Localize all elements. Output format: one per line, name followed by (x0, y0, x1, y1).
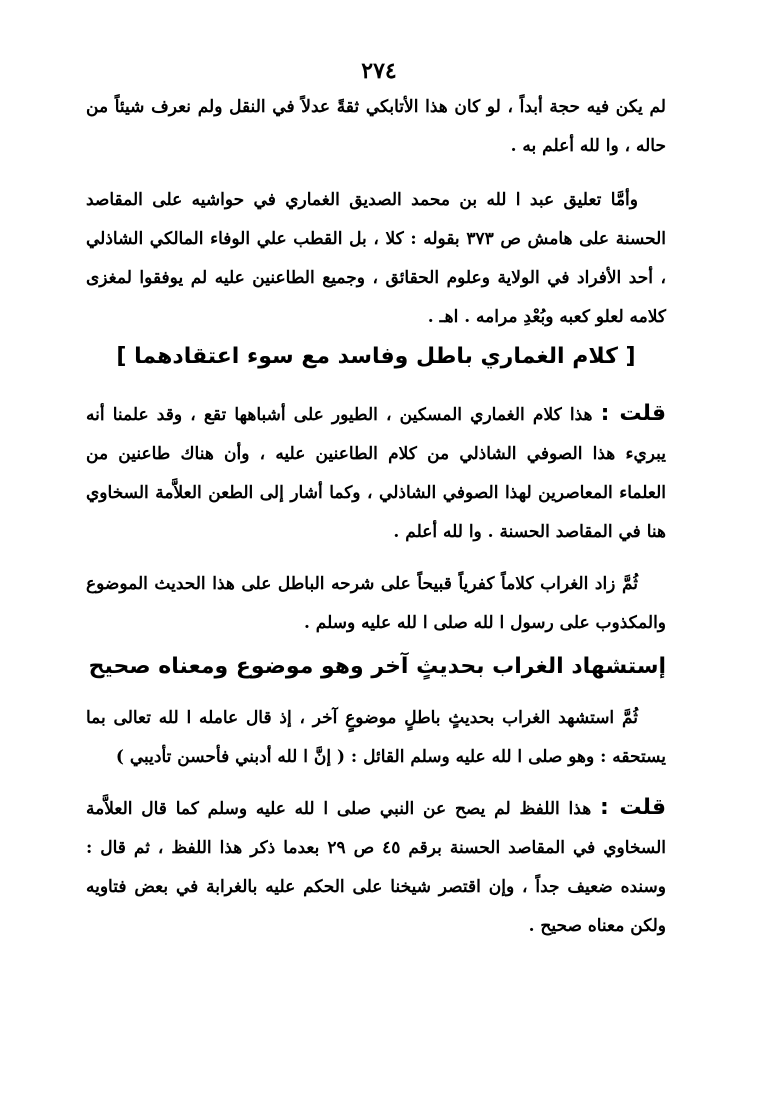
paragraph-5 (86, 699, 666, 777)
paragraph-1: لم يكن فيه حجة أبداً ، لو كان هذا الأتابكي ثقةً عدلاً في النقل ولم نعرف شيئاً من حاله ، وا لله أعلم به . (86, 97, 666, 156)
paragraph-6-text: هذا اللفظ لم يصح عن النبي صلى ا لله عليه وسلم كما قال العلاَّمة السخاوي في المقاصد الحسنة برقم ٤٥ ص ٢٩ بعدما ذكر هذا اللفظ ، ثم قال : وسنده ضعيف جداً ، وإن اقتصر شيخنا على الحكم عليه بالغرابة في بعض فتاويه ولكن معناه صحيح . (86, 799, 666, 936)
paragraph-4 (86, 565, 666, 643)
section-heading-2: إستشهاد الغراب بحديثٍ آخر وهو موضوع ومعناه صحيح (88, 654, 666, 679)
paragraph-5-text: ثُمَّ استشهد الغراب بحديثٍ باطلٍ موضوعٍ آخر ، إذ قال عامله ا لله تعالى بما يستحقه : وهو صلى ا لله عليه وسلم القائل : ( إنَّ ا لله أدبني فأحسن تأديبي ) (86, 708, 666, 767)
paragraph-4-text: ثُمَّ زاد الغراب كلاماً كفرياً قبيحاً على شرحه الباطل على هذا الحديث الموضوع والمكذوب على رسول ا لله صلى ا لله عليه وسلم . (86, 574, 666, 633)
paragraph-3 (86, 394, 666, 552)
section-heading-1: [ كلام الغماري باطل وفاسد مع سوء اعتقادهما ] (116, 344, 636, 369)
paragraph-3-lead: قلت : (600, 401, 666, 426)
paragraph-6 (86, 788, 666, 946)
paragraph-6-lead: قلت : (599, 795, 666, 820)
page-number: ٢٧٤ (361, 58, 397, 84)
paragraph-3-text: هذا كلام الغماري المسكين ، الطيور على أشباهها تقع ، وقد علمنا أنه يبريء هذا الصوفي الشاذلي من كلام الطاعنين عليه ، وأن هناك طاعنين من العلماء المعاصرين لهذا الصوفي الشاذلي ، وكما أشار إلى الطعن العلاَّمة السخاوي هنا في المقاصد الحسنة . وا لله أعلم . (86, 405, 666, 542)
paragraph-2 (86, 181, 666, 337)
paragraph-2-text: وأمَّا تعليق عبد ا لله بن محمد الصديق الغماري في حواشيه على المقاصد الحسنة على هامش ص ٣٧٣ بقوله : كلا ، بل القطب علي الوفاء المالكي الشاذلي ، أحد الأفراد في الولاية وعلوم الحقائق ، وجميع الطاعنين عليه لم يوفقوا لمغزى كلامه لعلو كعبه وبُعْدِ مرامه . اهـ . (86, 190, 666, 327)
